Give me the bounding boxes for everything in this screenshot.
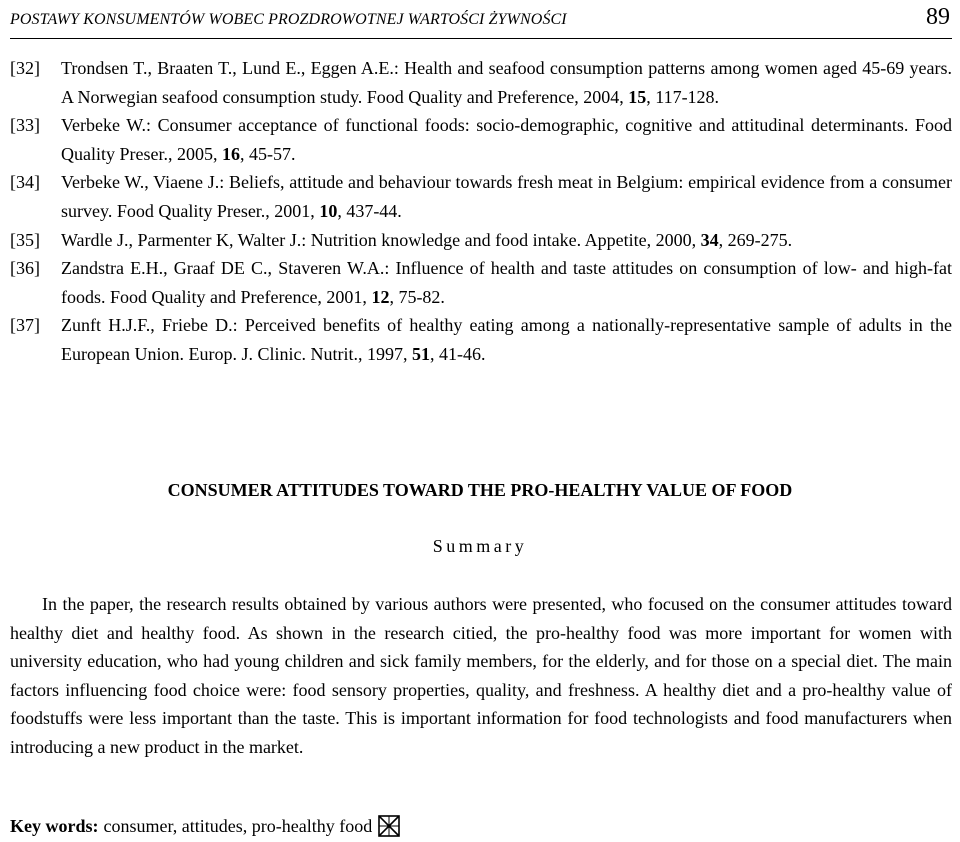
- reference-text: [61, 311, 952, 368]
- reference-text: [61, 54, 952, 111]
- reference-segment: , 269-275.: [718, 229, 793, 250]
- reference-volume: 10: [319, 200, 338, 221]
- page-header: [10, 4, 952, 39]
- keywords-label: Key words:: [10, 815, 99, 836]
- reference-segment: , 41-46.: [429, 343, 486, 364]
- reference-entry: [10, 111, 952, 168]
- reference-label: [35]: [10, 229, 40, 250]
- reference-volume: 15: [628, 86, 647, 107]
- reference-volume: 34: [700, 229, 719, 250]
- reference-label: [32]: [10, 58, 40, 78]
- reference-label: [37]: [10, 315, 40, 336]
- reference-segment: Verbeke W.: Consumer acceptance of functional foods: socio-demographic, cognitive and attitudinal determinants. Food Quality Preser., 2005,: [61, 115, 952, 164]
- reference-segment: , 45-57.: [239, 143, 296, 164]
- reference-segment: , 437-44.: [337, 200, 402, 221]
- reference-label: [36]: [10, 258, 40, 279]
- keywords-line: [10, 815, 400, 837]
- reference-segment: , 75-82.: [389, 286, 445, 307]
- reference-list: [10, 54, 952, 369]
- reference-label: [34]: [10, 172, 40, 193]
- reference-segment: Trondsen T., Braaten T., Lund E., Eggen A.E.: Health and seafood consumption patterns among women aged 45-69 years. A Norwegian seafood consumption study. Food Quality and Preference, 2004,: [61, 58, 952, 107]
- keywords-text: consumer, attitudes, pro-healthy food: [103, 815, 373, 836]
- reference-segment: , 117-128.: [646, 86, 720, 107]
- abstract-text: In the paper, the research results obtained by various authors were presented, who focused on the consumer attitudes toward healthy diet and healthy food. As shown in the research citied, the pro-healthy food was more important for women with university education, who had young children and sick family members, for the elderly, and for those on a special diet. The main factors influencing food choice were: food sensory properties, quality, and freshness. A healthy diet and a pro-healthy value of foodstuffs were less important than the taste. This is important information for food technologists and food manufacturers when introducing a new product in the market.: [10, 594, 952, 757]
- page-number: 89: [926, 4, 950, 30]
- reference-volume: 16: [221, 143, 240, 164]
- reference-text: [61, 111, 952, 168]
- reference-volume: 12: [371, 286, 390, 307]
- reference-entry: [10, 311, 952, 368]
- summary-heading: Summary: [432, 536, 528, 556]
- reference-segment: Wardle J., Parmenter K, Walter J.: Nutrition knowledge and food intake. Appetite, 2000,: [61, 229, 701, 250]
- reference-label: [33]: [10, 115, 40, 136]
- reference-entry: [10, 54, 952, 111]
- reference-entry: [10, 168, 952, 225]
- crossed-square-end-mark-icon: [378, 815, 400, 837]
- reference-segment: Zunft H.J.F., Friebe D.: Perceived benefits of healthy eating among a nationally-representative sample of adults in the European Union. Europ. J. Clinic. Nutrit., 1997,: [61, 315, 952, 364]
- reference-text: [61, 168, 952, 225]
- running-title: POSTAWY KONSUMENTÓW WOBEC PROZDROWOTNEJ WARTOŚCI ŻYWNOŚCI: [10, 11, 567, 28]
- reference-volume: 51: [411, 343, 430, 364]
- reference-text: [61, 226, 952, 255]
- reference-text: [61, 254, 952, 311]
- reference-segment: Verbeke W., Viaene J.: Beliefs, attitude and behaviour towards fresh meat in Belgium: empirical evidence from a consumer survey. Food Quality Preser., 2001,: [61, 172, 952, 221]
- reference-entry: [10, 226, 952, 255]
- reference-entry: [10, 254, 952, 311]
- reference-segment: Zandstra E.H., Graaf DE C., Staveren W.A.: Influence of health and taste attitudes on consumption of low- and high-fat foods. Food Quality and Preference, 2001,: [61, 258, 952, 307]
- summary-title: CONSUMER ATTITUDES TOWARD THE PRO-HEALTHY VALUE OF FOOD: [167, 480, 793, 500]
